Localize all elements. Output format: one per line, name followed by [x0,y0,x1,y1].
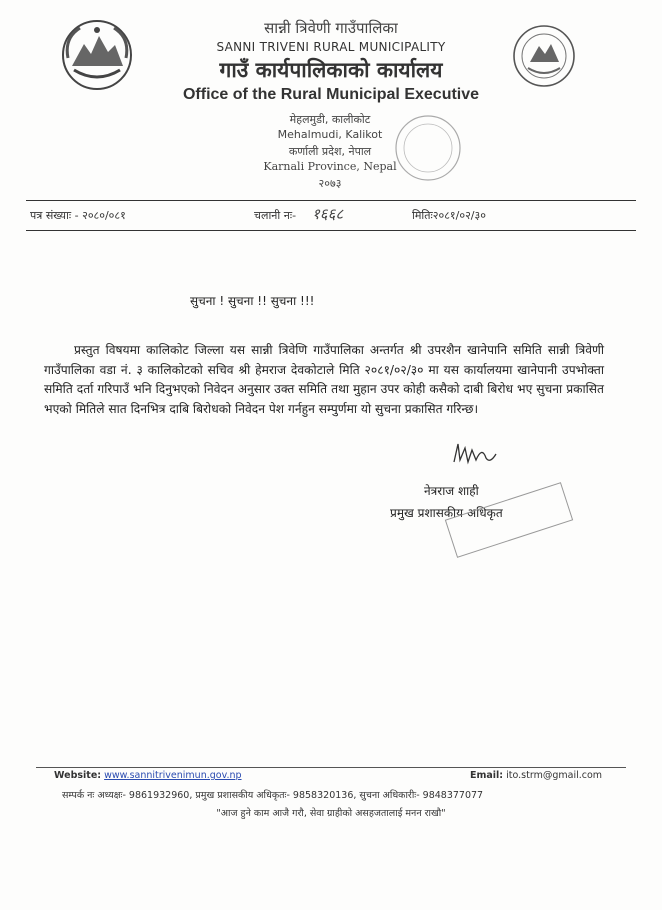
office-stamp [392,112,464,184]
address-line: मेहलमुडी, कालीकोट [289,113,371,126]
notice-body [44,341,604,419]
address-line: Mehalmudi, Kalikot [277,128,383,141]
signature-scribble [450,440,500,470]
letter-date: मितिः२०८१/०२/३० [412,209,486,222]
letter-number: पत्र संख्याः - २०८०/०८१ [30,209,126,222]
address-line: Karnali Province, Nepal [263,160,397,173]
municipality-name-english: SANNI TRIVENI RURAL MUNICIPALITY [216,40,446,54]
header-divider-top [26,200,636,201]
office-motto: "आज हुने काम आजै गरौ, सेवा ग्राहीको असहजतालाई मनन राखौ" [216,808,446,819]
office-name-english: Office of the Rural Municipal Executive [182,86,480,103]
address-line: कर्णाली प्रदेश, नेपाल [288,145,372,158]
dispatch-number: १६६८ [312,205,344,223]
notice-title: सुचना ! सुचना !! सुचना !!! [190,294,315,308]
website-link[interactable]: www.sannitrivenimun.gov.np [104,770,242,781]
email-label: Email: [470,770,504,781]
contact-numbers: सम्पर्क नः अध्यक्षः- 9861932960, प्रमुख प्रशासकीय अधिकृतः- 9858320136, सुचना अधिकारीः- 9848377077 [62,790,484,801]
notice-body-text: प्रस्तुत विषयमा कालिकोट जिल्ला यस सान्नी त्रिवेणि गाउँपालिका अन्तर्गत श्री उपरशैन खानेपानि समिति सान्नी त्रिवेणी गाउँपालिका वडा नं. ३ कालिकोटको सचिव श्री हेमराज देवकोटाले मिति २०८१/०२/३० मा यस कार्यालयमा खानेपानी उपभोक्ता समिति दर्ता गरिपाउँ भनि दिनुभएको निवेदन अनुसार उक्त समिति तथा मुहान उपर कोही कसैको दाबी बिरोध भए सुचना प्रकासित भएको मितिले सात दिनभित्र दाबि बिरोधको निवेदन पेश गर्नहुन सम्पुर्णमा यो सुचना प्रकासित गरिन्छ। [44,343,604,416]
email-line [470,770,602,781]
signatory-name: नेत्रराज शाही [424,484,479,498]
email-address[interactable]: ito.strm@gmail.com [506,770,603,781]
municipality-name-nepali: सान्नी त्रिवेणी गाउँपालिका [264,19,398,37]
header-divider-bottom [26,230,636,231]
office-name-nepali: गाउँ कार्यपालिकाको कार्यालय [219,58,443,82]
website-label: Website: [54,770,102,781]
established-year: २०७३ [318,177,342,190]
website-line [54,770,242,781]
signatory-title: प्रमुख प्रशासकीय अधिकृत [390,506,503,520]
dispatch-label: चलानी नः- [254,209,297,222]
footer-divider [36,767,626,768]
